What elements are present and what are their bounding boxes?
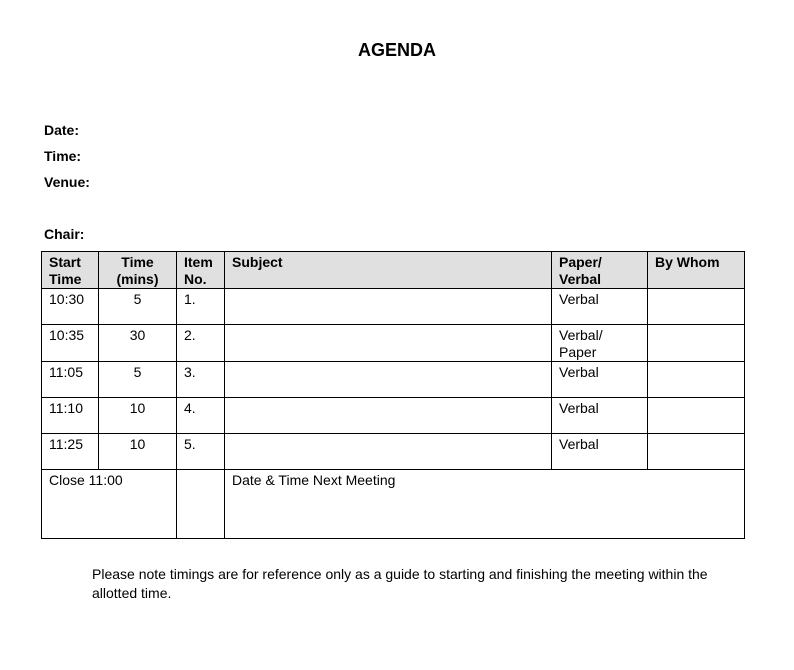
start-time-cell: 10:30: [42, 289, 99, 325]
header-by-whom: By Whom: [648, 252, 745, 289]
header-item-no-line2: No.: [184, 271, 207, 287]
header-paper-verbal: [552, 252, 648, 289]
duration-cell: 5: [99, 289, 177, 325]
start-time-cell: 11:25: [42, 434, 99, 470]
item-number-cell: 3.: [177, 362, 225, 398]
header-start-time-line2: Time: [49, 271, 82, 287]
header-start-time-line1: Start: [49, 254, 81, 270]
paper-verbal-cell: Verbal: [552, 362, 648, 398]
item-number-cell: 1.: [177, 289, 225, 325]
duration-cell: 30: [99, 325, 177, 362]
chair-label: Chair:: [44, 226, 85, 242]
by-whom-cell: [648, 325, 745, 362]
table-header-row: [42, 252, 745, 289]
table-row: [42, 325, 745, 362]
header-time-mins-line1: Time: [121, 254, 154, 270]
paper-verbal-cell: Verbal/ Paper: [552, 325, 648, 362]
duration-cell: 5: [99, 362, 177, 398]
duration-cell: 10: [99, 434, 177, 470]
subject-cell: [225, 362, 552, 398]
by-whom-cell: [648, 434, 745, 470]
header-time-mins: [99, 252, 177, 289]
by-whom-cell: [648, 289, 745, 325]
venue-label: Venue:: [44, 174, 90, 190]
by-whom-cell: [648, 362, 745, 398]
table-row: [42, 289, 745, 325]
subject-cell: [225, 325, 552, 362]
closing-row: [42, 470, 745, 539]
header-subject: Subject: [225, 252, 552, 289]
header-start-time: [42, 252, 99, 289]
header-item-no: [177, 252, 225, 289]
by-whom-cell: [648, 398, 745, 434]
header-paper-verbal-line2: Verbal: [559, 271, 602, 287]
paper-verbal-cell: Verbal: [552, 289, 648, 325]
start-time-cell: 10:35: [42, 325, 99, 362]
time-label: Time:: [44, 148, 82, 164]
duration-cell: 10: [99, 398, 177, 434]
close-item-cell: [177, 470, 225, 539]
item-number-cell: 2.: [177, 325, 225, 362]
paper-verbal-cell: Verbal: [552, 434, 648, 470]
subject-cell: [225, 434, 552, 470]
close-time-cell: Close 11:00: [42, 470, 177, 539]
item-number-cell: 4.: [177, 398, 225, 434]
date-label: Date:: [44, 122, 80, 138]
item-number-cell: 5.: [177, 434, 225, 470]
subject-cell: [225, 398, 552, 434]
table-row: [42, 434, 745, 470]
start-time-cell: 11:10: [42, 398, 99, 434]
header-time-mins-line2: (mins): [116, 271, 159, 287]
start-time-cell: 11:05: [42, 362, 99, 398]
table-row: [42, 362, 745, 398]
page-title: AGENDA: [357, 40, 436, 60]
next-meeting-cell: Date & Time Next Meeting: [225, 470, 745, 539]
header-paper-verbal-line1: Paper/: [559, 254, 602, 270]
header-item-no-line1: Item: [184, 254, 213, 270]
table-row: [42, 398, 745, 434]
subject-cell: [225, 289, 552, 325]
paper-verbal-cell: Verbal: [552, 398, 648, 434]
timing-note: Please note timings are for reference only as a guide to starting and finishing the meeting within the allotted time.: [92, 566, 708, 601]
agenda-table: [41, 251, 745, 539]
